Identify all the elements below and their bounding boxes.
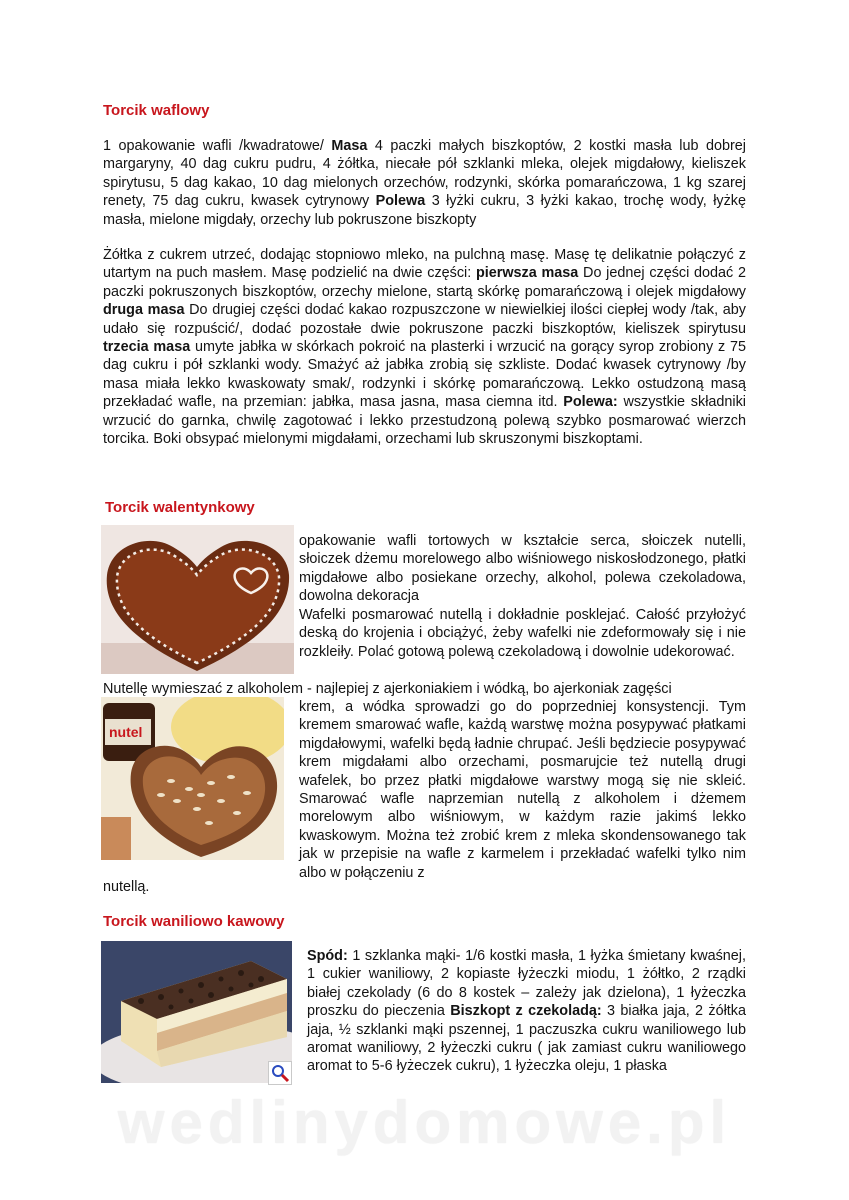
almond-cake-illustration (101, 697, 284, 860)
recipe-title-waniliowo-kawowy: Torcik waniliowo kawowy (103, 913, 285, 930)
recipe-tips-end-walentynkowy: nutellą. (103, 879, 150, 895)
recipe-tips-walentynkowy: krem, a wódka sprowadzi go do poprzedniej konsystencji. Tym kremem smarować wafle, każdą warstwę można posypywać płatkami migdałowymi, wafelki będą ładnie chrupać. Jeśli będziecie posypywać krem migdałami albo orzechami, posmarujcie też nutellą drugi wafelek, bo przez płatki migdałowe warstwy mogą się nie skleić. Smarować wafle naprzemian nutellą z alkoholem i dżemem morelowym albo wiśniowym, w każdym razie jakimś lekko kwaskowym. Można też zrobić krem z mleka skondensowanego tak jak w przepisie na wafle z karmelem i przekładać wafelki tylko nim albo w połączeniu z (299, 699, 746, 881)
recipe-title-walentynkowy: Torcik walentynkowy (105, 499, 255, 516)
heart-cake-illustration (101, 525, 294, 674)
recipe-ingredients-waflowy: 1 opakowanie wafli /kwadratowe/ Masa 4 paczki małych biszkoptów, 2 kostki masła lub dobrej margaryny, 40 dag cukru pudru, 4 żółtka, niecałe pół szklanki mleka, olejek migdałowy, kieliszek spirytusu, 5 dag kakao, 10 dag mielonych orzechów, rodzynki, skórka pomarańczowa, 1 kg szarej renety, 75 dag cukru, kwasek cytrynowy Polewa 3 łyżki cukru, 3 łyżki kakao, trochę wody, łyżkę masła, mielone migdały, orzechy lub pokruszone biszkopty (103, 138, 746, 228)
heart-cake-photo (101, 525, 294, 674)
layered-cake-illustration (101, 941, 292, 1083)
recipe-method-waflowy: Żółtka z cukrem utrzeć, dodając stopniowo mleko, na pulchną masę. Masę tę delikatnie połączyć z utartym na puch masłem. Masę podzielić na dwie części: pierwsza masa Do jednej części dodać 2 paczki pokruszonych biszkoptów, orzechy mielone, startą skórkę pomarańczową i olejek migdałowy druga masa Do drugiej części dodać kakao rozpuszczone w niewielkiej ilości ciepłej wody /tak, aby udało się rozpuścić/, dodać pozostałe dwie pokruszone paczki biszkoptów, kieliszek spirytusu trzecia masa umyte jabłka w skórkach pokroić na plasterki i wrzucić na gorący syrop zrobiony z 75 dag cukru i pół szklanki wody. Smażyć aż jabłka zrobią się szkliste. Dodać kwasek cytrynowy /by masa miała lekko kwaskowaty smak/, rodzynki i skórkę pomarańczową. Lekko ostudzoną masą przekładać wafle, na przemian: jabłka, masa jasna, masa ciemna itd. Polewa: wszystkie składniki wrzucić do garnka, chwilę zagotować i lekko przestudzoną polewą szybko posmarować wierzch torcika. Boki obsypać mielonymi migdałami, orzechami lub skruszonymi biszkoptami. (103, 247, 746, 448)
almond-cake-photo (101, 697, 284, 860)
site-watermark: wedlinydomowe.pl (117, 1089, 732, 1156)
recipe-tips-intro-walentynkowy: Nutellę wymieszać z alkoholem - najlepiej z ajerkoniakiem i wódką, bo ajerkoniak zagęści (103, 681, 672, 697)
recipe-title-waflowy: Torcik waflowy (103, 102, 210, 119)
magnifier-icon (269, 1062, 291, 1084)
svg-text:nutel: nutel (109, 724, 143, 740)
zoom-icon[interactable] (268, 1061, 292, 1085)
recipe-ingredients-walentynkowy: opakowanie wafli tortowych w kształcie serca, słoiczek nutelli, słoiczek dżemu morelowego albo wiśniowego niskosłodzonego, płatki migdałowe albo posiekane orzechy, alkohol, polewa czekoladowa, dowolna dekoracja (299, 533, 746, 605)
layered-cake-photo (101, 941, 292, 1083)
recipe-method-walentynkowy: Wafelki posmarować nutellą i dokładnie posklejać. Całość przyłożyć deską do krojenia i obciążyć, żeby wafelki nie zdeformowały się i nie rozkleiły. Polać gotową polewą czekoladową i dowolnie udekorować. (299, 607, 746, 660)
recipe-ingredients-waniliowo-kawowy: Spód: 1 szklanka mąki- 1/6 kostki masła, 1 łyżka śmietany kwaśnej, 1 cukier waniliowy, 2 kopiaste łyżeczki miodu, 1 żółtko, 2 rządki białej czekolady (6 do 8 kostek – zależy jak dzielona), 1 łyżeczka proszku do pieczenia Biszkopt z czekoladą: 3 białka jaja, 2 żółtka jaja, ½ szklanki mąki pszennej, 1 paczuszka cukru waniliowego lub aromat waniliowy, 2 łyżeczki cukru ( jak zamiast cukru waniliowego aromat to 5-6 łyżeczek cukru), 1 łyżeczka oleju, 1 płaska (307, 948, 746, 1075)
